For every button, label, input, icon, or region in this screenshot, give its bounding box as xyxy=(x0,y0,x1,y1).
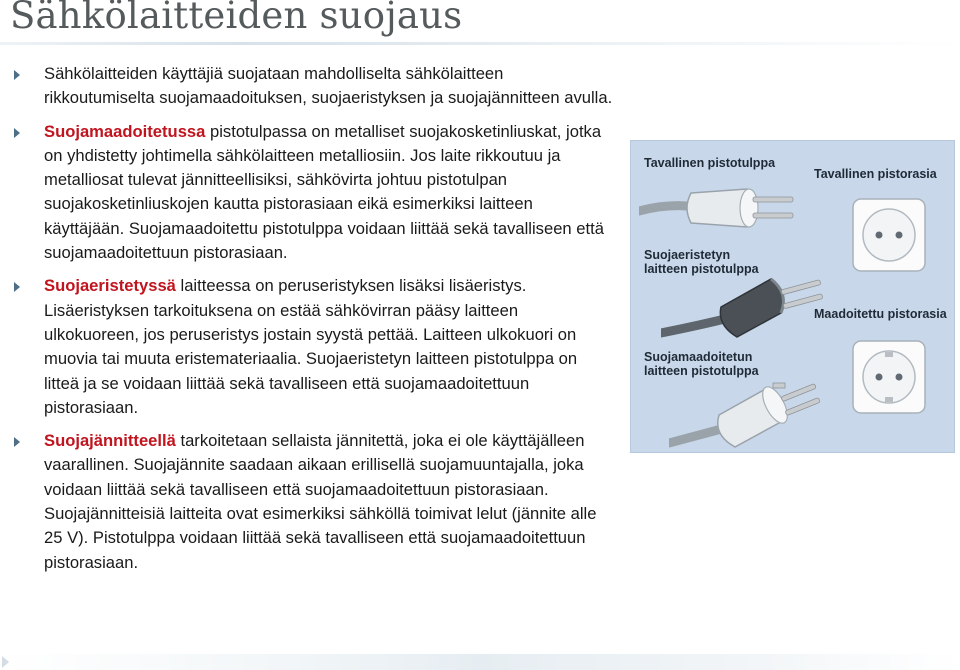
footer-arrow-icon xyxy=(2,656,9,668)
earthed-plug-icon xyxy=(669,375,829,453)
insulated-plug-icon xyxy=(661,263,836,351)
plain-plug-icon xyxy=(639,171,809,243)
footer-decoration xyxy=(0,654,960,670)
bullet-text: pistotulpassa on metalliset suojakosketinliuskat, jotka on yhdistetty johtimella sähkölaitteen metalliosiin. Jos laite rikkoutuu ja metalliosat tulevat jännitteellisiksi, sähkövirta johtuu pistotulpan suojakosketinliuskojen kautta pistorasiaan eikä esimerkiksi laitteen käyttäjään. Suojamaadoitettu pistotulppa voidaan liittää sekä tavalliseen että suojamaadoitettuun pistorasiaan. xyxy=(44,121,604,263)
earthed-socket-icon xyxy=(849,337,929,417)
label-earthed-plug: Suojamaadoitetun laitteen pistotulppa xyxy=(644,350,759,378)
bullet-text: tarkoitetaan sellaista jännitettä, joka ei ole käyttäjälleen vaarallinen. Suojajännite saadaan aikaan erillisellä suojamuuntajalla, joka voidaan liittää sekä tavalliseen että suojamaadoitettuun pistorasiaan. Suojajännitteisiä laitteita ovat esimerkiksi sähköllä toimivat lelut (jännite alle 25 V). Pistotulppa voidaan liittää sekä tavalliseen että suojamaadoitettuun pistorasiaan. xyxy=(44,431,597,572)
title-underline xyxy=(0,42,960,45)
bullet-text: Sähkölaitteiden käyttäjiä suojataan mahdolliselta sähkölaitteen rikkoutumiselta suojamaadoituksen, suojaeristyksen ja suojajännitteen avulla. xyxy=(44,64,613,108)
bullet-arrow-icon xyxy=(14,128,20,138)
slide-title: Sähkölaitteiden suojaus xyxy=(10,0,463,37)
bullet-arrow-icon xyxy=(14,282,20,292)
bullet-protective-insulation xyxy=(14,274,614,420)
label-insulated-plug: Suojaeristetyn laitteen pistotulppa xyxy=(644,248,759,276)
bullet-safety-voltage xyxy=(14,429,614,575)
bullet-arrow-icon xyxy=(14,70,20,80)
bullet-protection-intro xyxy=(14,62,614,111)
label-plain-socket: Tavallinen pistorasia xyxy=(814,167,937,181)
label-earthed-socket: Maadoitettu pistorasia xyxy=(814,307,947,321)
plain-socket-icon xyxy=(849,195,929,275)
bullet-protective-earthing xyxy=(14,120,614,266)
bullet-highlight: Suojajännitteellä xyxy=(44,431,176,451)
bullet-text: laitteessa on peruseristyksen lisäksi lisäeristys. Lisäeristyksen tarkoituksena on estää sähkövirran pääsy laitteen ulkokuoreen, jos peruseristys jostain syystä pettää. Laitteen ulkokuori on muovia tai muuta eristemateriaalia. Suojaeristetyn laitteen pistotulppa on litteä ja se voidaan liittää sekä tavalliseen että suojamaadoitettuun pistorasiaan. xyxy=(44,276,578,417)
plug-socket-illustration xyxy=(630,140,955,453)
bullet-highlight: Suojamaadoitetussa xyxy=(44,121,206,141)
label-plain-plug: Tavallinen pistotulppa xyxy=(644,156,776,170)
bullet-arrow-icon xyxy=(14,437,20,447)
bullet-highlight: Suojaeristetyssä xyxy=(44,276,176,296)
bullet-list xyxy=(14,62,614,584)
